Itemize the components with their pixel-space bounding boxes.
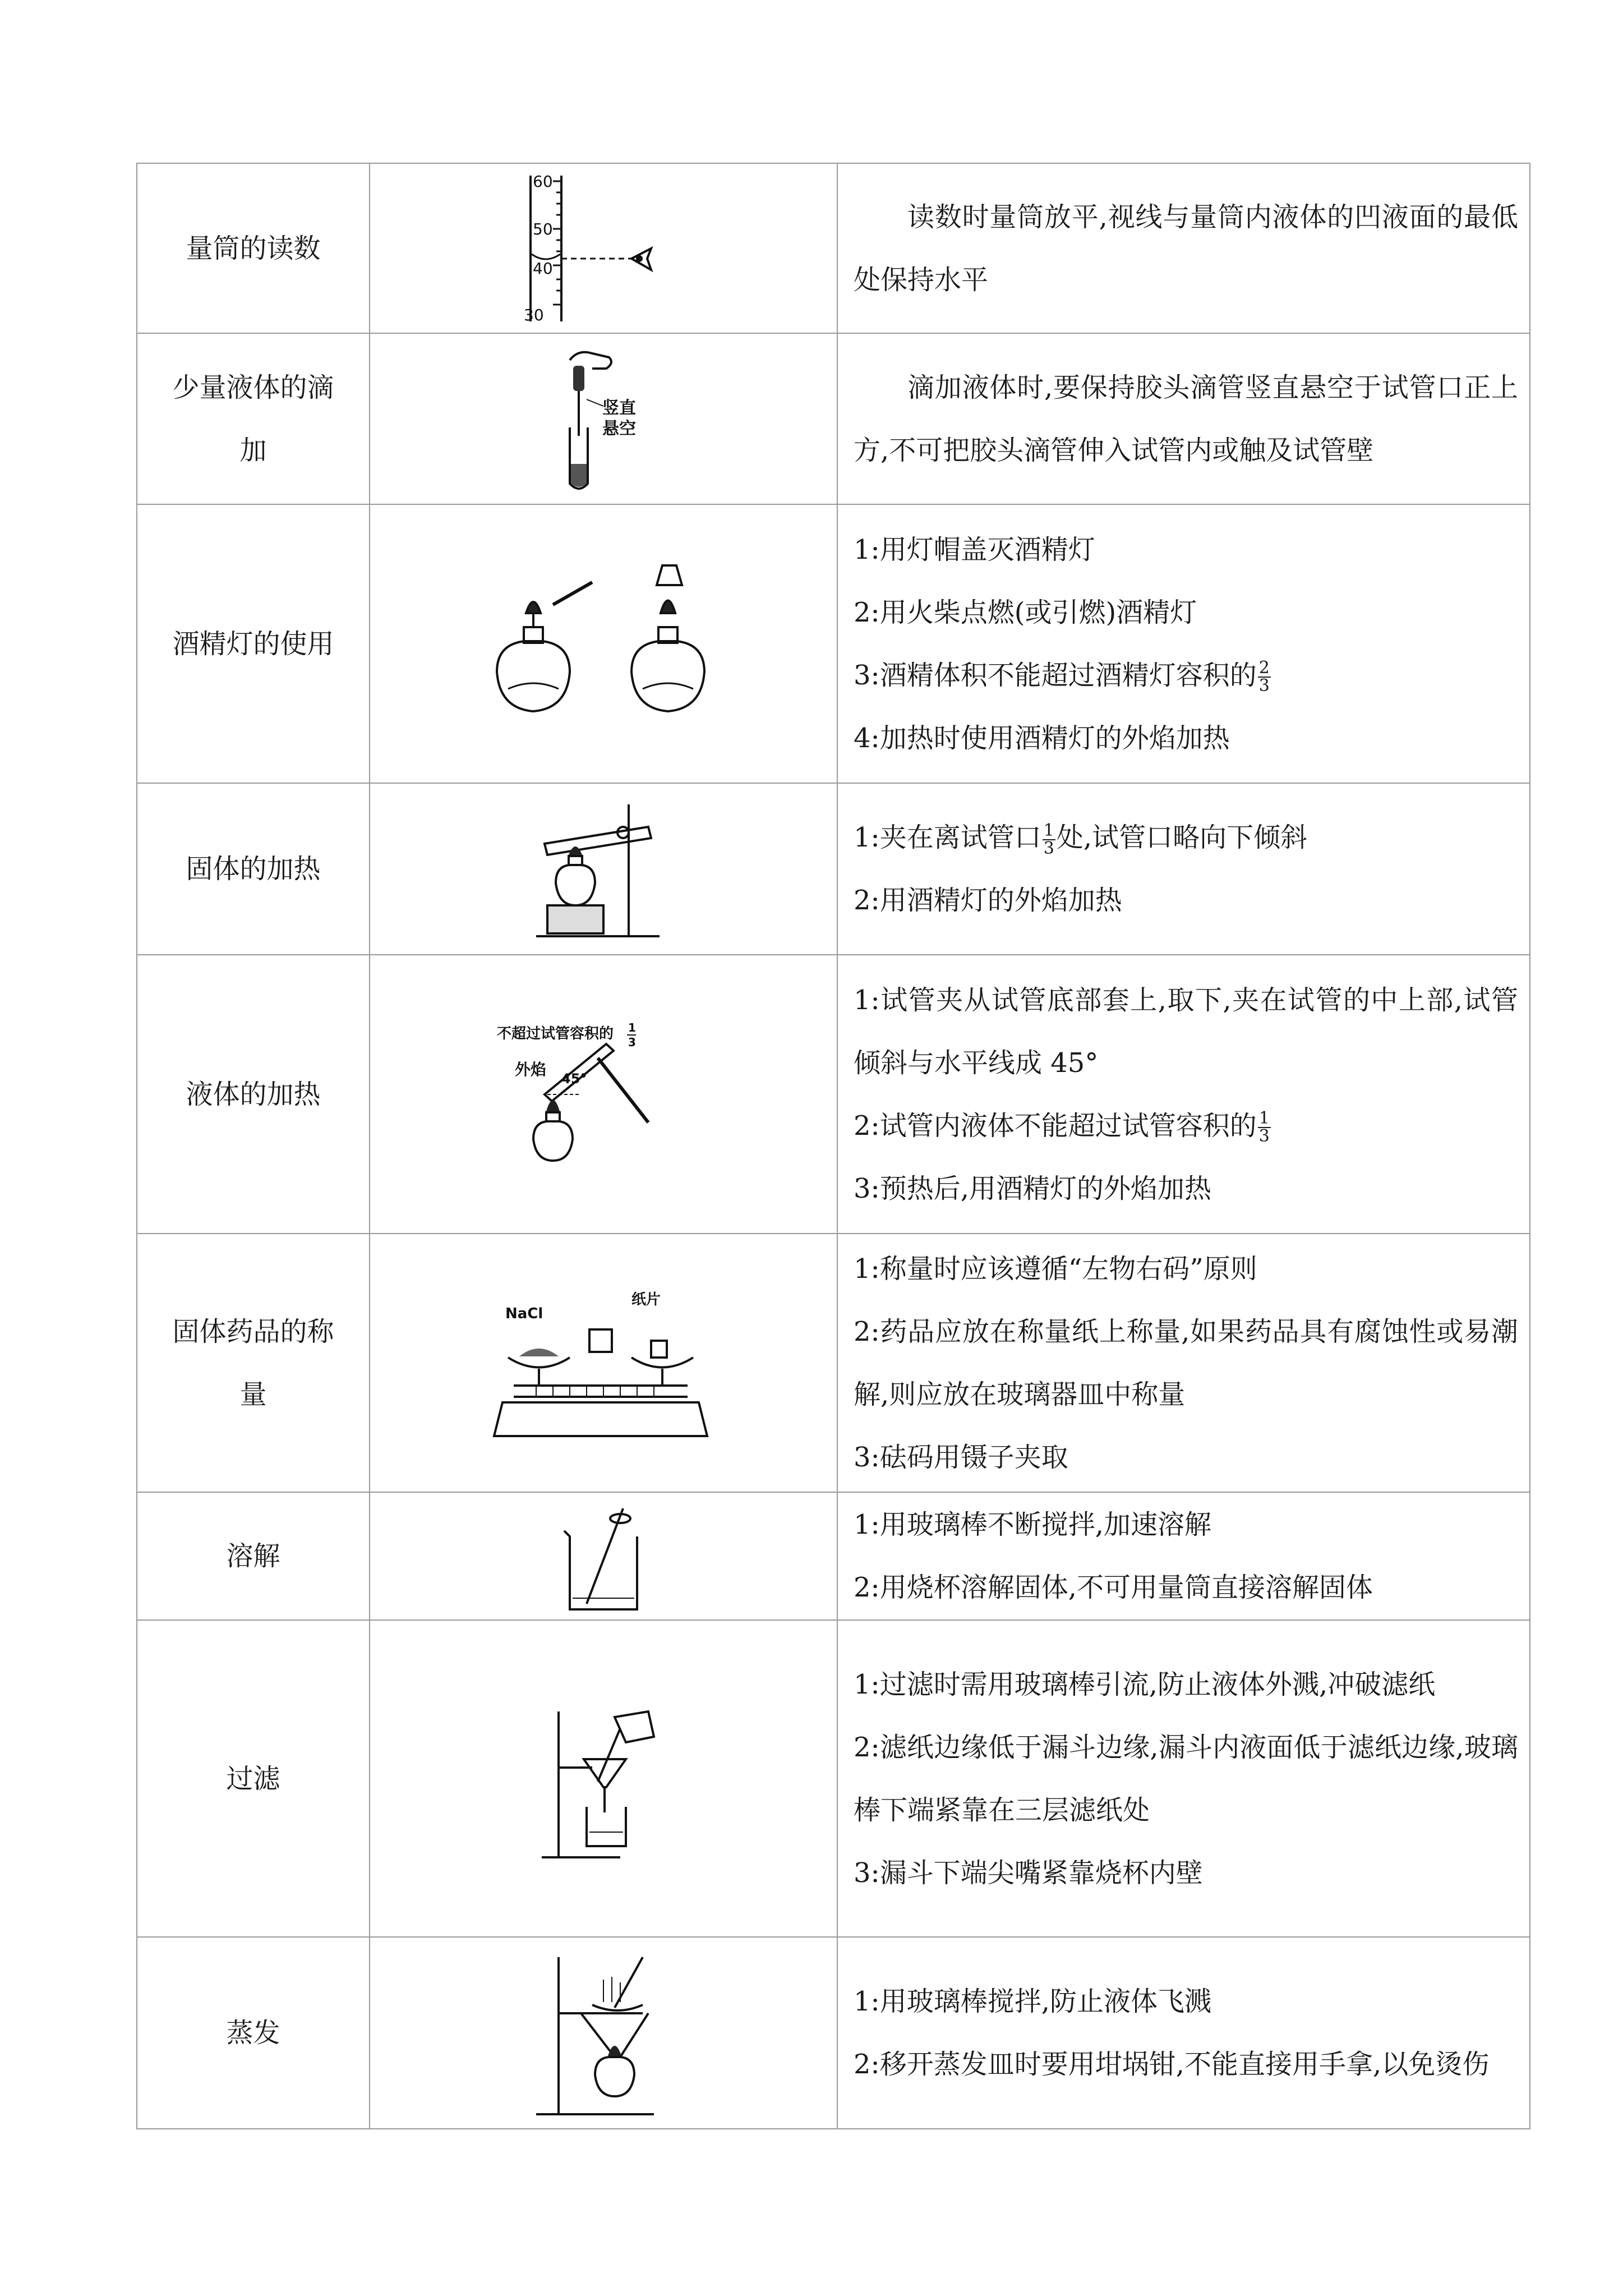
figure-cell xyxy=(370,333,837,504)
fraction: $\frac{1}{3}$ xyxy=(1043,820,1054,858)
description-text: 2:药品应放在称量纸上称量,如果药品具有腐蚀性或易潮解,则应放在玻璃器皿中称量 xyxy=(854,1315,1518,1410)
tick-label: 60 xyxy=(533,172,553,191)
table-row xyxy=(137,504,1530,783)
description-text: 读数时量筒放平,视线与量筒内液体的凹液面的最低处保持水平 xyxy=(854,201,1518,296)
figure-label: 悬空 xyxy=(602,418,636,439)
operation-name: 过滤 xyxy=(137,1620,370,1937)
operation-description xyxy=(837,783,1530,955)
filtration-figure xyxy=(536,1695,671,1863)
figure-label: 45° xyxy=(561,1070,587,1087)
description-text: 滴加液体时,要保持胶头滴管竖直悬空于试管口正上方,不可把胶头滴管伸入试管内或触及试管壁 xyxy=(854,371,1518,466)
figure-cell xyxy=(370,783,837,955)
figure-cell xyxy=(370,1492,837,1620)
description-text: 3:预热后,用酒精灯的外焰加热 xyxy=(854,1172,1211,1204)
operation-name: 少量液体的滴加 xyxy=(137,333,370,504)
operation-description xyxy=(837,333,1530,504)
table-row xyxy=(137,955,1530,1234)
figure-cell xyxy=(370,1937,837,2129)
figure-cell xyxy=(370,1234,837,1492)
operation-description xyxy=(837,163,1530,333)
operation-description xyxy=(837,955,1530,1234)
description-text: 2:移开蒸发皿时要用坩埚钳,不能直接用手拿,以免烫伤 xyxy=(854,2049,1490,2080)
operation-name: 液体的加热 xyxy=(137,955,370,1234)
graduated-cylinder-figure xyxy=(519,170,688,327)
figure-cell xyxy=(370,1620,837,1937)
evaporation-figure xyxy=(531,1946,676,2120)
table-row xyxy=(137,1937,1530,2129)
operation-description xyxy=(837,1492,1530,1620)
description-text: 1:用灯帽盖灭酒精灯 xyxy=(854,533,1095,565)
lab-operations-table xyxy=(136,163,1530,2129)
description-text: 2:用火柴点燃(或引燃)酒精灯 xyxy=(854,596,1197,628)
balance-figure xyxy=(491,1279,716,1447)
table-row xyxy=(137,1620,1530,1937)
beaker-stirring-figure xyxy=(547,1497,660,1615)
description-line: 2:试管内液体不能超过试管容积的 $\frac{1}{3}$ xyxy=(854,1108,1270,1146)
description-text: 1:用玻璃棒不断搅拌,加速溶解 xyxy=(854,1509,1211,1540)
description-text: 2:用烧杯溶解固体,不可用量筒直接溶解固体 xyxy=(854,1572,1373,1603)
description-text: 3:砝码用镊子夹取 xyxy=(854,1441,1068,1473)
description-text: 4:加热时使用酒精灯的外焰加热 xyxy=(854,722,1230,754)
table-row xyxy=(137,783,1530,955)
figure-cell xyxy=(370,163,837,333)
fraction: $\frac{1}{3}$ xyxy=(1258,1108,1270,1146)
figure-label: NaCl xyxy=(505,1305,543,1322)
figure-label: 纸片 xyxy=(631,1291,661,1308)
operation-description xyxy=(837,504,1530,783)
operation-description xyxy=(837,1620,1530,1937)
description-text: 1:过滤时需用玻璃棒引流,防止液体外溅,冲破滤纸 xyxy=(854,1668,1436,1700)
figure-cell xyxy=(370,504,837,783)
figure-cell xyxy=(370,955,837,1234)
table-row xyxy=(137,333,1530,504)
operation-name: 固体药品的称量 xyxy=(137,1234,370,1492)
description-text: 1:称量时应该遵循“左物右码”原则 xyxy=(854,1253,1257,1285)
description-text: 3:漏斗下端尖嘴紧靠烧杯内壁 xyxy=(854,1857,1203,1889)
tick-label: 50 xyxy=(533,219,553,238)
table-row xyxy=(137,163,1530,333)
operation-description xyxy=(837,1234,1530,1492)
alcohol-lamp-figure xyxy=(474,560,732,728)
table-row xyxy=(137,1234,1530,1492)
description-text: 2:滤纸边缘低于漏斗边缘,漏斗内液面低于滤纸边缘,玻璃棒下端紧靠在三层滤纸处 xyxy=(854,1731,1518,1826)
figure-label: 竖直 xyxy=(602,398,636,418)
figure-label: 外焰 xyxy=(515,1060,547,1079)
operation-name: 量筒的读数 xyxy=(137,163,370,333)
description-text: 2:用酒精灯的外焰加热 xyxy=(854,885,1122,916)
figure-label: 不超过试管容积的 xyxy=(497,1025,614,1042)
figure-label: 3 xyxy=(628,1035,636,1049)
operation-name: 酒精灯的使用 xyxy=(137,504,370,783)
fraction: $\frac{2}{3}$ xyxy=(1258,658,1270,696)
description-text: 1:试管夹从试管底部套上,取下,夹在试管的中上部,试管倾斜与水平线成 45° xyxy=(854,984,1518,1079)
solid-heating-figure xyxy=(519,793,688,945)
tick-label: 30 xyxy=(524,305,544,324)
description-text: 1:用玻璃棒搅拌,防止液体飞溅 xyxy=(854,1986,1211,2017)
description-line: 1:夹在离试管口 $\frac{1}{3}$ 处,试管口略向下倾斜 xyxy=(854,820,1308,858)
operation-name: 溶解 xyxy=(137,1492,370,1620)
figure-label: 1 xyxy=(628,1020,636,1034)
table-row xyxy=(137,1492,1530,1620)
operation-name: 蒸发 xyxy=(137,1937,370,2129)
operation-name: 固体的加热 xyxy=(137,783,370,955)
operation-description xyxy=(837,1937,1530,2129)
dropper-figure xyxy=(531,343,676,495)
liquid-heating-figure xyxy=(486,1010,721,1179)
tick-label: 40 xyxy=(533,259,553,278)
description-line: 3:酒精体积不能超过酒精灯容积的 $\frac{2}{3}$ xyxy=(854,658,1270,696)
